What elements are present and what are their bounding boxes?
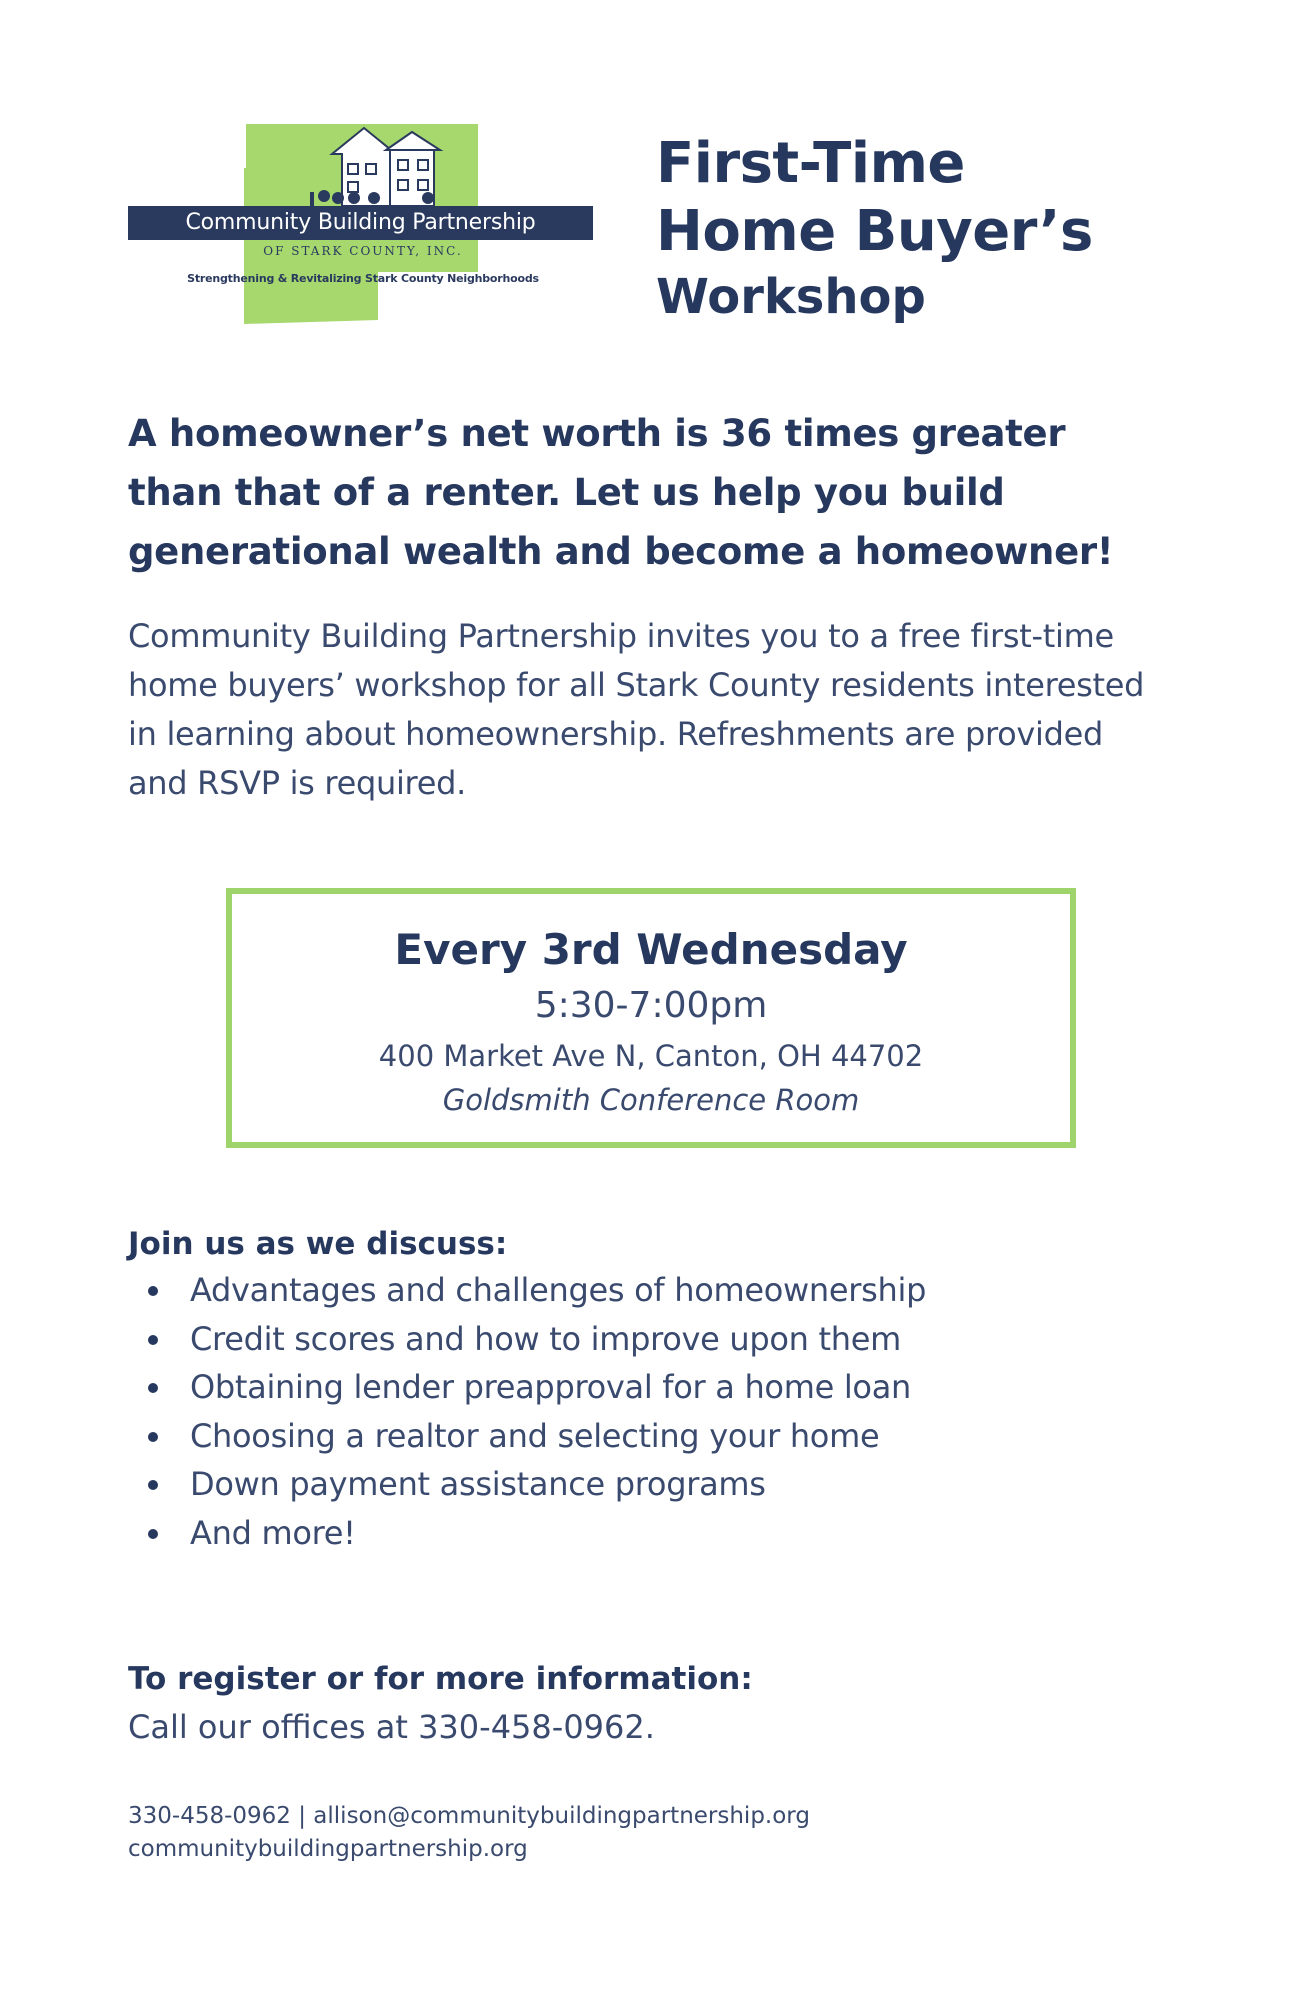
- bullet-icon: [148, 1286, 158, 1296]
- event-time: 5:30-7:00pm: [534, 985, 768, 1026]
- list-item-text: Choosing a realtor and selecting your home: [190, 1416, 880, 1455]
- register-heading: To register or for more information:: [128, 1661, 753, 1697]
- logo-name: Community Building Partnership: [128, 206, 593, 240]
- event-details-box: [226, 888, 1076, 1148]
- bullet-icon: [148, 1383, 158, 1393]
- list-item: [128, 1412, 1188, 1461]
- list-item: [128, 1363, 1188, 1412]
- bullet-icon: [148, 1529, 158, 1539]
- logo-tagline: Strengthening & Revitalizing Stark County Neighborhoods: [187, 272, 539, 285]
- discussion-section: [128, 1222, 1188, 1557]
- list-item-text: Advantages and challenges of homeownership: [190, 1271, 927, 1309]
- list-item: [128, 1315, 1188, 1364]
- register-section: [128, 1656, 1128, 1752]
- footer-phone-email: 330-458-0962 | allison@communitybuildingpartnership.org: [128, 1803, 810, 1829]
- title-line-2: Home Buyer’s: [656, 199, 1093, 264]
- title-line-1: First-Time: [656, 131, 965, 196]
- footer-website: communitybuildingpartnership.org: [128, 1836, 528, 1862]
- list-item-text: Credit scores and how to improve upon them: [190, 1319, 902, 1358]
- organization-logo: [128, 124, 596, 324]
- list-item-text: And more!: [190, 1513, 356, 1552]
- headline: A homeowner’s net worth is 36 times greater than that of a renter. Let us help you build generational wealth and become a homeowner!: [128, 412, 1114, 573]
- bullet-icon: [148, 1480, 158, 1490]
- title-line-3: Workshop: [656, 269, 926, 325]
- event-address: 400 Market Ave N, Canton, OH 44702: [378, 1039, 924, 1073]
- footer-contact: [128, 1800, 810, 1866]
- discussion-list: [128, 1266, 1188, 1557]
- event-room: Goldsmith Conference Room: [442, 1083, 860, 1117]
- list-item-text: Obtaining lender preapproval for a home loan: [190, 1368, 912, 1406]
- list-item-text: Down payment assistance programs: [190, 1465, 766, 1503]
- list-item: [128, 1266, 1188, 1315]
- logo-subtitle: OF STARK COUNTY, INC.: [263, 244, 463, 258]
- list-item: [128, 1460, 1188, 1509]
- bullet-icon: [148, 1335, 158, 1345]
- page-title: [656, 130, 1093, 328]
- intro-paragraph: Community Building Partnership invites you to a free first-time home buyers’ workshop for all Stark County residents interested in learning about homeownership. Refreshments are provided and RSVP is required.: [128, 617, 1145, 802]
- list-item: [128, 1509, 1188, 1558]
- register-text: Call our offices at 330-458-0962.: [128, 1708, 655, 1746]
- event-day: Every 3rd Wednesday: [394, 925, 908, 974]
- discussion-heading: Join us as we discuss:: [128, 1226, 508, 1262]
- bullet-icon: [148, 1432, 158, 1442]
